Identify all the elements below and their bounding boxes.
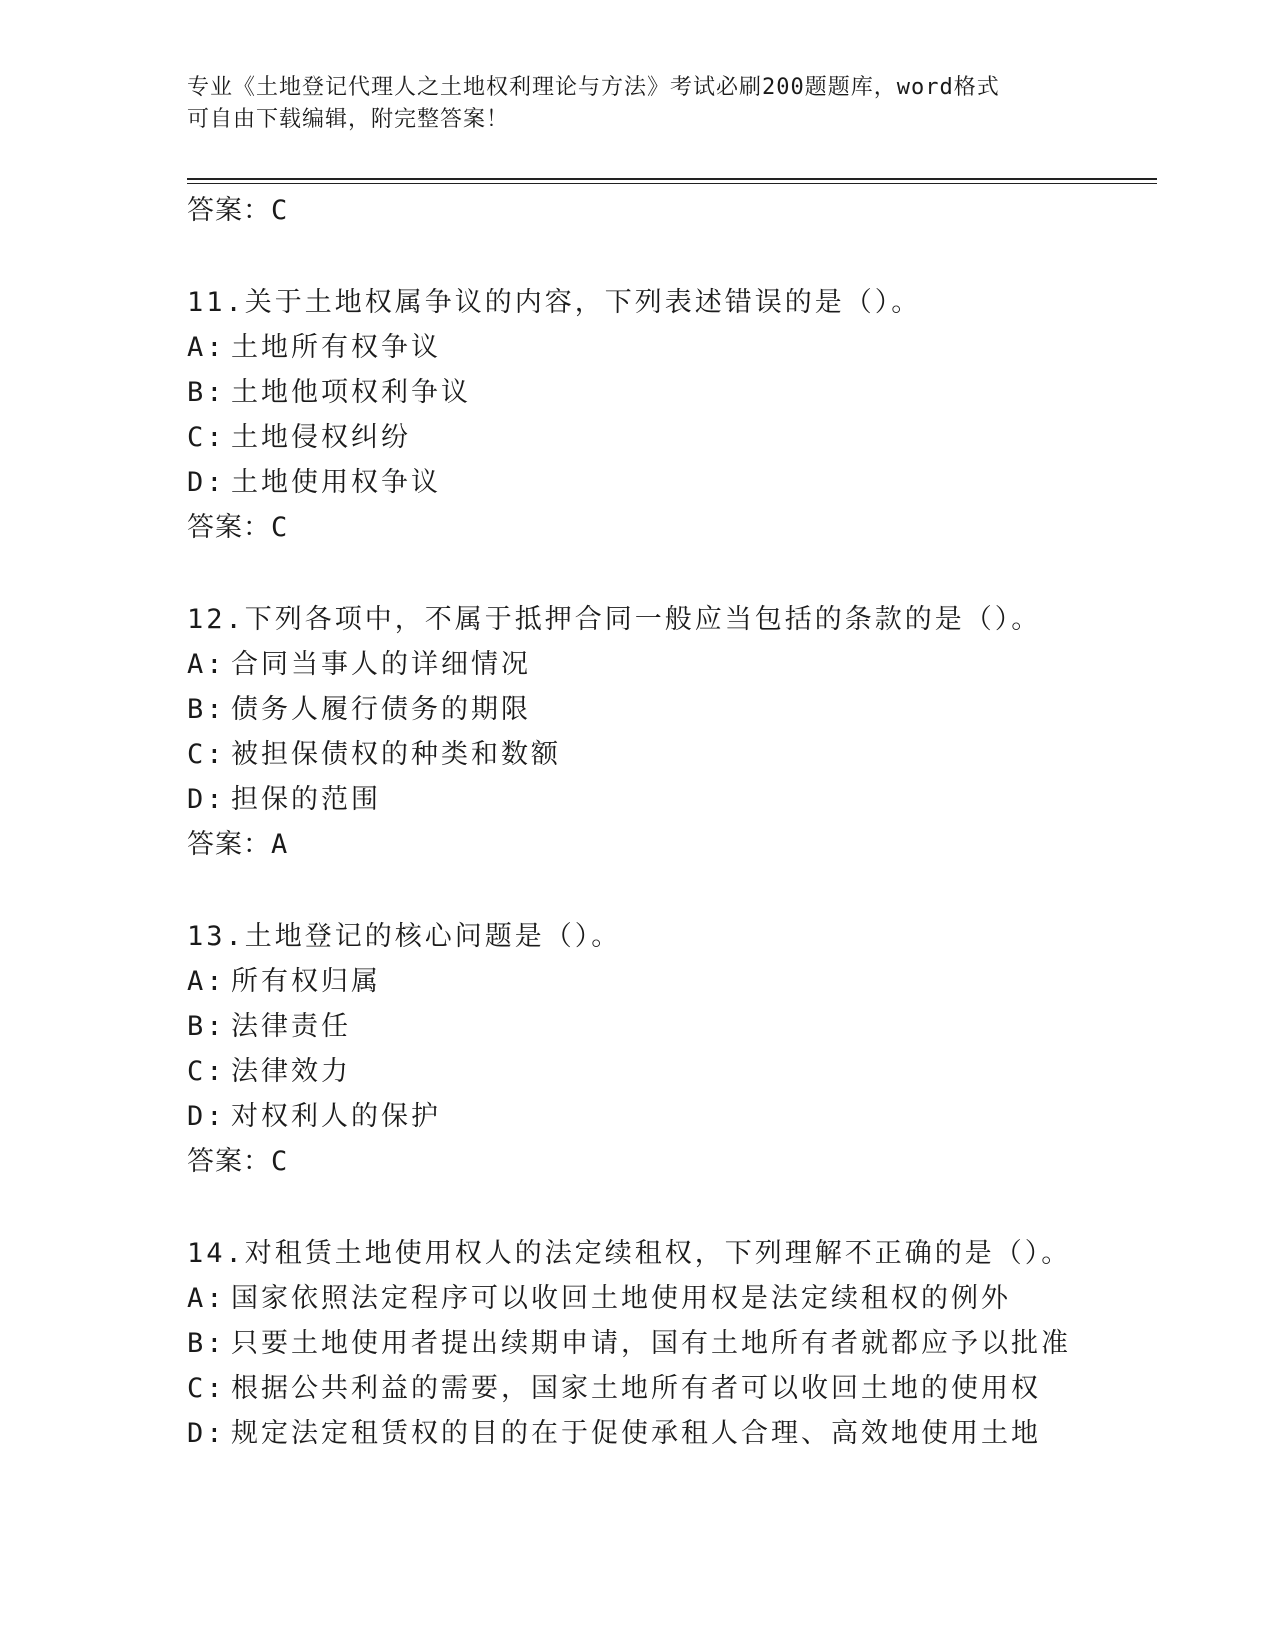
option-text: 债务人履行债务的期限 [231, 694, 531, 725]
option-text: 合同当事人的详细情况 [231, 649, 531, 680]
option-text: 只要土地使用者提出续期申请，国有土地所有者就都应予以批准 [231, 1328, 1071, 1359]
option-d [187, 1411, 1167, 1456]
option-key: D: [187, 1101, 226, 1132]
option-b [187, 1004, 1167, 1049]
answer-value: C [271, 195, 288, 226]
option-key: C: [187, 1056, 226, 1087]
option-a [187, 1276, 1167, 1321]
question-list [187, 188, 1167, 1456]
option-a [187, 642, 1167, 687]
option-b [187, 687, 1167, 732]
option-key: D: [187, 784, 226, 815]
option-key: B: [187, 694, 226, 725]
option-a [187, 325, 1167, 370]
option-c [187, 415, 1167, 460]
header-divider-thin [187, 183, 1157, 184]
answer-value: C [271, 512, 288, 543]
answer-value: C [271, 1146, 288, 1177]
question-title: 14.对租赁土地使用权人的法定续租权，下列理解不正确的是（）。 [187, 1238, 1072, 1269]
option-key: B: [187, 377, 226, 408]
option-key: A: [187, 1283, 226, 1314]
question-title: 13.土地登记的核心问题是（）。 [187, 921, 622, 952]
header-line-1: 专业《土地登记代理人之土地权利理论与方法》考试必刷200题题库，word格式 [187, 75, 1000, 100]
option-d [187, 460, 1167, 505]
option-c [187, 732, 1167, 777]
option-text: 所有权归属 [231, 966, 381, 997]
option-key: C: [187, 739, 226, 770]
question-11 [187, 280, 1167, 550]
header-line-2: 可自由下载编辑，附完整答案！ [187, 107, 510, 132]
option-text: 规定法定租赁权的目的在于促使承租人合理、高效地使用土地 [231, 1418, 1041, 1449]
answer-label: 答案： [187, 1146, 271, 1177]
option-text: 担保的范围 [231, 784, 381, 815]
answer-line [187, 1139, 1167, 1184]
option-key: C: [187, 1373, 226, 1404]
question-title: 11.关于土地权属争议的内容，下列表述错误的是（）。 [187, 287, 922, 318]
document-header [187, 72, 1067, 136]
option-text: 法律效力 [231, 1056, 351, 1087]
question-title: 12.下列各项中，不属于抵押合同一般应当包括的条款的是（）。 [187, 604, 1042, 635]
option-text: 根据公共利益的需要，国家土地所有者可以收回土地的使用权 [231, 1373, 1041, 1404]
option-text: 土地侵权纠纷 [231, 422, 411, 453]
option-c [187, 1049, 1167, 1094]
answer-line [187, 505, 1167, 550]
option-key: A: [187, 332, 226, 363]
option-d [187, 1094, 1167, 1139]
answer-line [187, 822, 1167, 867]
option-key: A: [187, 966, 226, 997]
option-c [187, 1366, 1167, 1411]
option-d [187, 777, 1167, 822]
option-a [187, 959, 1167, 1004]
option-text: 土地使用权争议 [231, 467, 441, 498]
option-text: 对权利人的保护 [231, 1101, 441, 1132]
option-b [187, 370, 1167, 415]
answer-value: A [271, 829, 288, 860]
answer-label: 答案： [187, 512, 271, 543]
question-14 [187, 1231, 1167, 1456]
option-text: 国家依照法定程序可以收回土地使用权是法定续租权的例外 [231, 1283, 1011, 1314]
answer-label: 答案： [187, 829, 271, 860]
answer-label: 答案： [187, 195, 271, 226]
option-text: 被担保债权的种类和数额 [231, 739, 561, 770]
question-13 [187, 914, 1167, 1184]
option-key: D: [187, 1418, 226, 1449]
answer-line-prev [187, 188, 1167, 233]
option-b [187, 1321, 1167, 1366]
option-key: A: [187, 649, 226, 680]
option-text: 土地所有权争议 [231, 332, 441, 363]
option-key: D: [187, 467, 226, 498]
option-text: 土地他项权利争议 [231, 377, 471, 408]
option-key: B: [187, 1011, 226, 1042]
option-text: 法律责任 [231, 1011, 351, 1042]
option-key: B: [187, 1328, 226, 1359]
question-12 [187, 597, 1167, 867]
header-divider-thick [187, 178, 1157, 180]
option-key: C: [187, 422, 226, 453]
